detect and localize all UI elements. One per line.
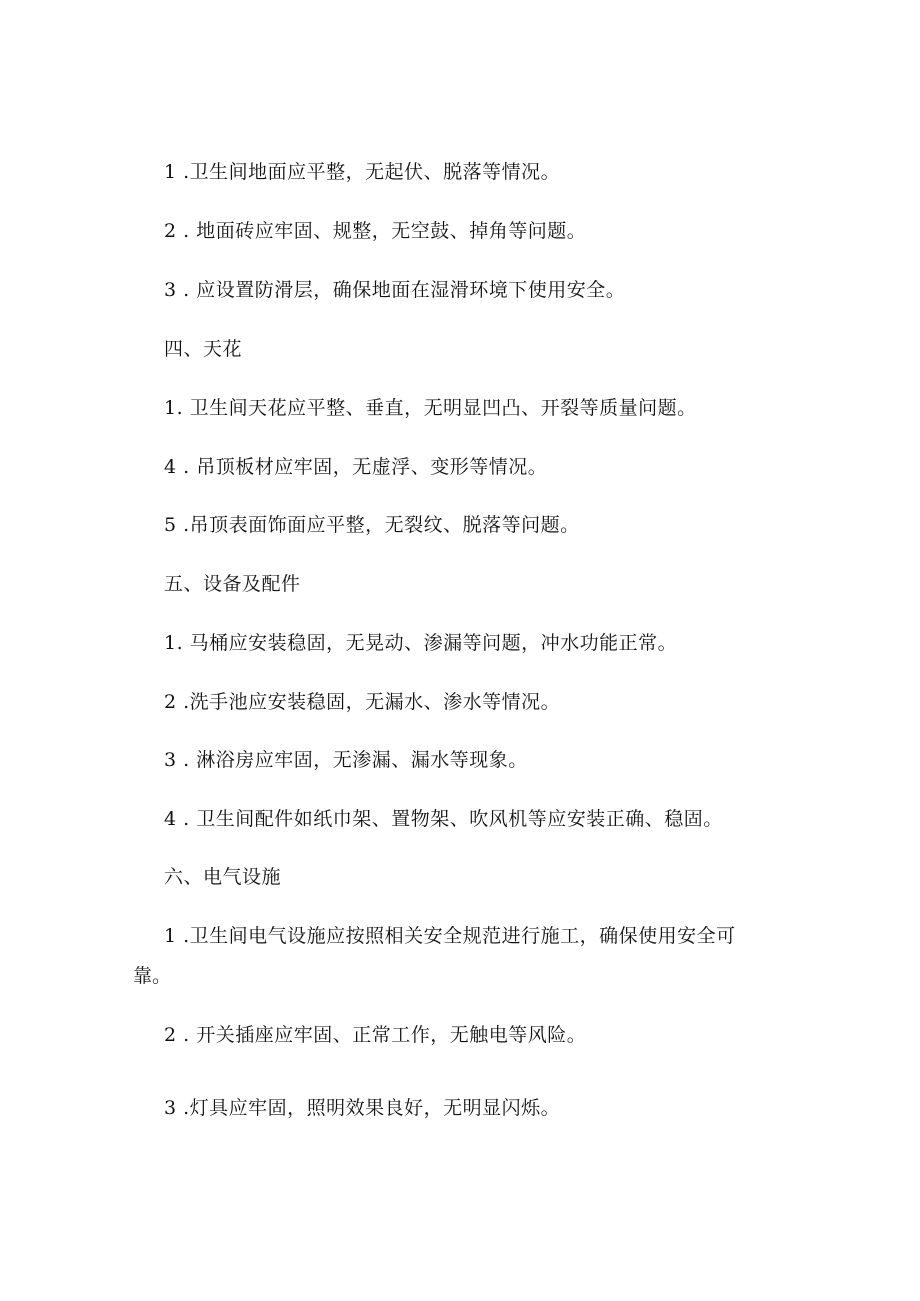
section-heading-equipment: 五、设备及配件: [164, 573, 301, 595]
ceiling-item-1: 1. 卫生间天花应平整、垂直，无明显凹凸、开裂等质量问题。: [164, 397, 697, 419]
electrical-item-2: 2 . 开关插座应牢固、正常工作，无触电等风险。: [164, 1024, 587, 1046]
floor-item-3: 3 . 应设置防滑层，确保地面在湿滑环境下使用安全。: [164, 279, 626, 301]
floor-item-2: 2 . 地面砖应牢固、规整，无空鼓、掉角等问题。: [164, 220, 587, 242]
electrical-item-1-continuation: 靠。: [133, 965, 172, 987]
equipment-item-2: 2 .洗手池应安装稳固，无漏水、渗水等情况。: [164, 691, 561, 713]
ceiling-item-5: 5 .吊顶表面饰面应平整，无裂纹、脱落等问题。: [164, 514, 580, 536]
equipment-item-3: 3 . 淋浴房应牢固，无渗漏、漏水等现象。: [164, 749, 528, 771]
electrical-item-3: 3 .灯具应牢固，照明效果良好，无明显闪烁。: [164, 1097, 561, 1119]
section-heading-electrical: 六、电气设施: [164, 866, 282, 888]
ceiling-item-4: 4 . 吊顶板材应牢固，无虚浮、变形等情况。: [164, 456, 548, 478]
equipment-item-1: 1. 马桶应安装稳固，无晃动、渗漏等问题，冲水功能正常。: [164, 632, 678, 654]
electrical-item-1: 1 .卫生间电气设施应按照相关安全规范进行施工，确保使用安全可: [164, 925, 736, 947]
section-heading-ceiling: 四、天花: [164, 338, 243, 360]
equipment-item-4: 4 . 卫生间配件如纸巾架、置物架、吹风机等应安装正确、稳固。: [164, 808, 723, 830]
floor-item-1: 1 .卫生间地面应平整，无起伏、脱落等情况。: [164, 161, 561, 183]
